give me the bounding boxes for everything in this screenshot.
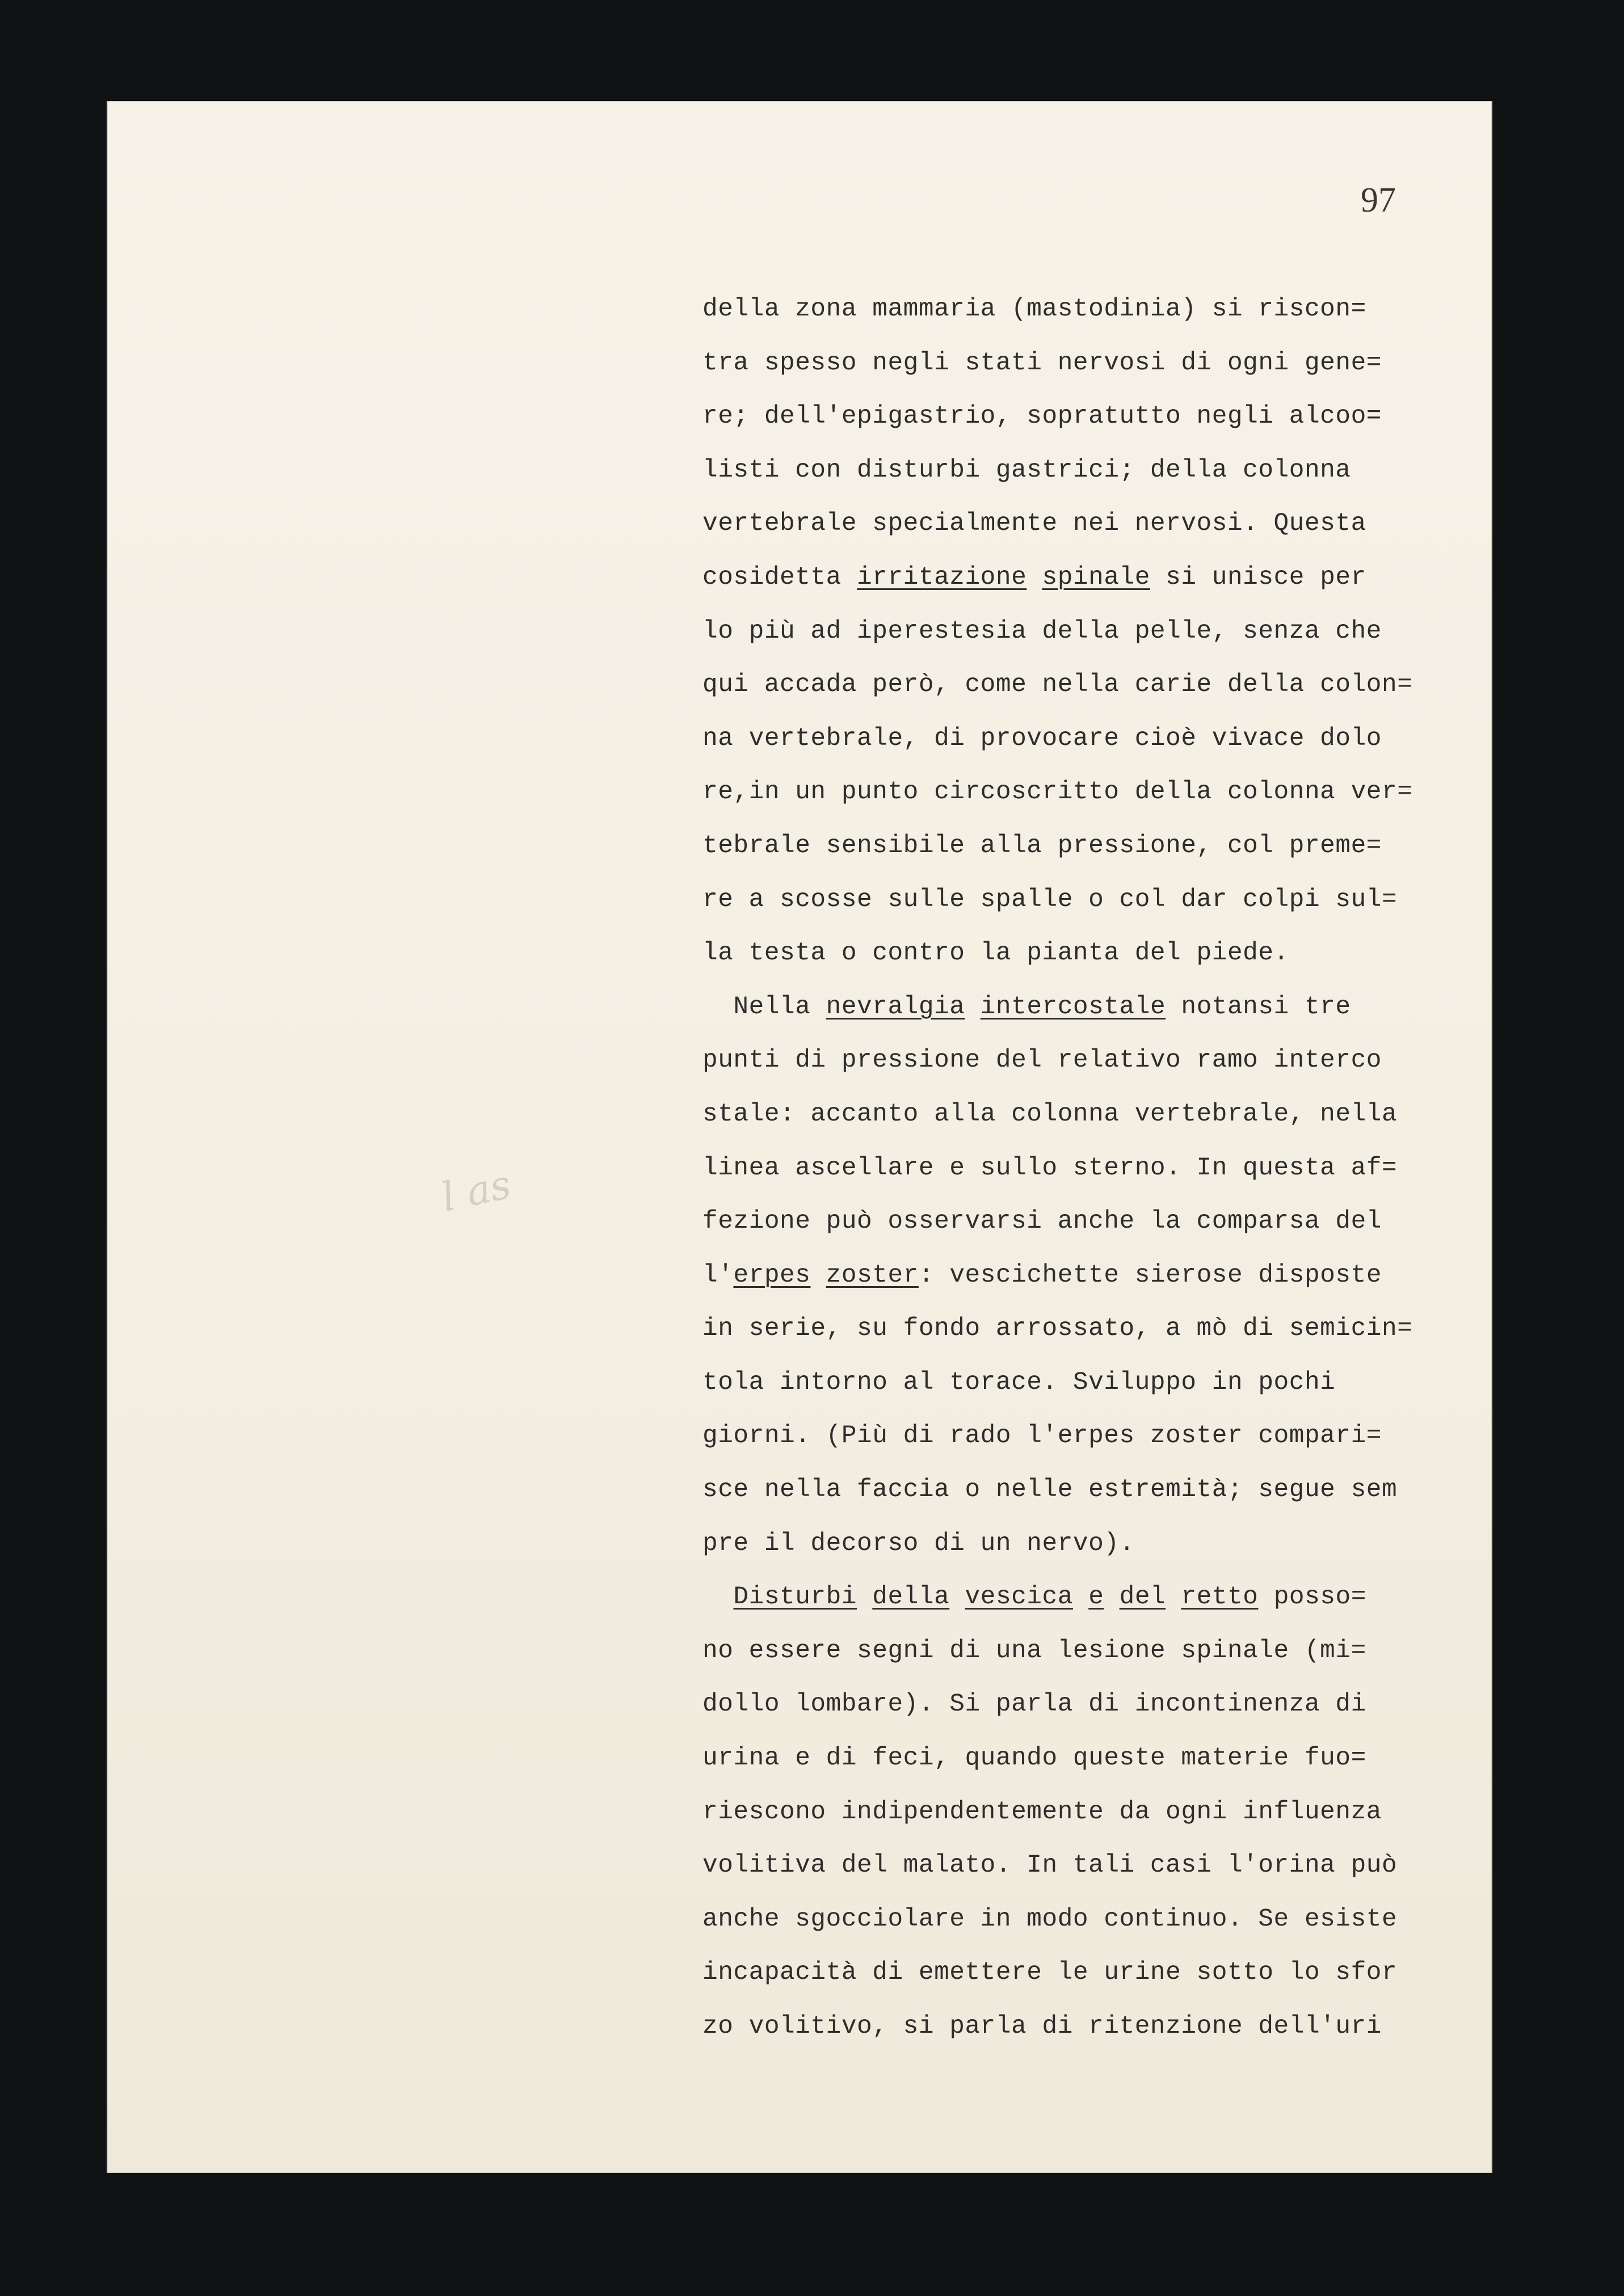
text-run bbox=[702, 1583, 733, 1611]
text-line bbox=[702, 1624, 1491, 1678]
text-run bbox=[1166, 1583, 1181, 1611]
text-run: pre il decorso di un nervo). bbox=[702, 1529, 1135, 1558]
text-run: l' bbox=[702, 1261, 734, 1290]
text-line bbox=[702, 1785, 1491, 1839]
underlined-term: Disturbi bbox=[733, 1583, 857, 1612]
text-run: tra spesso negli stati nervosi di ogni gene= bbox=[702, 348, 1382, 377]
text-line bbox=[702, 1409, 1491, 1463]
text-run: na vertebrale, di provocare cioè vivace dolo bbox=[702, 724, 1382, 753]
underlined-term: del bbox=[1119, 1583, 1166, 1612]
text-run: urina e di feci, quando queste materie fuo= bbox=[702, 1744, 1366, 1773]
text-run bbox=[1026, 563, 1042, 592]
text-run: fezione può osservarsi anche la comparsa del bbox=[702, 1207, 1382, 1236]
text-run: riescono indipendentemente da ogni influenza bbox=[702, 1797, 1382, 1826]
typed-text-body bbox=[702, 283, 1491, 2054]
text-line bbox=[702, 1732, 1491, 1785]
text-line bbox=[702, 1678, 1491, 1732]
text-run: no essere segni di una lesione spinale (mi= bbox=[702, 1636, 1366, 1665]
text-line bbox=[702, 980, 1491, 1034]
text-line bbox=[702, 819, 1491, 873]
text-line bbox=[702, 1839, 1491, 1893]
underlined-term: e bbox=[1088, 1583, 1104, 1612]
text-run: tola intorno al torace. Sviluppo in pochi bbox=[702, 1368, 1336, 1397]
text-line bbox=[702, 1570, 1491, 1624]
underlined-term: intercostale bbox=[980, 992, 1166, 1021]
text-line bbox=[702, 1356, 1491, 1410]
text-run: lo più ad iperestesia della pelle, senza che bbox=[702, 617, 1382, 646]
text-line bbox=[702, 2000, 1491, 2054]
text-run bbox=[1073, 1583, 1088, 1611]
text-run: sce nella faccia o nelle estremità; segue sem bbox=[702, 1476, 1398, 1505]
underlined-term: spinale bbox=[1042, 563, 1150, 592]
text-line bbox=[702, 1249, 1491, 1303]
text-run: vertebrale specialmente nei nervosi. Questa bbox=[702, 509, 1366, 538]
text-line bbox=[702, 1517, 1491, 1571]
text-run bbox=[949, 1583, 965, 1611]
text-run: qui accada però, come nella carie della colon= bbox=[702, 671, 1413, 700]
text-line bbox=[702, 765, 1491, 819]
text-run: incapacità di emettere le urine sotto lo sfor bbox=[702, 1958, 1398, 1987]
text-run: linea ascellare e sullo sterno. In questa af= bbox=[702, 1153, 1398, 1182]
text-run: della zona mammaria (mastodinia) si riscon= bbox=[702, 295, 1366, 323]
text-run: re; dell'epigastrio, sopratutto negli alcoo= bbox=[702, 402, 1382, 431]
text-line bbox=[702, 873, 1491, 927]
text-run: anche sgocciolare in modo continuo. Se esiste bbox=[702, 1905, 1398, 1933]
text-run: si unisce per bbox=[1150, 563, 1366, 592]
text-line bbox=[702, 1034, 1491, 1088]
text-run: giorni. (Più di rado l'erpes zoster compari= bbox=[702, 1422, 1382, 1451]
page-number: 97 bbox=[1361, 181, 1396, 220]
underlined-term: nevralgia bbox=[826, 992, 965, 1021]
text-line bbox=[702, 712, 1491, 766]
underlined-term: della bbox=[872, 1583, 950, 1612]
underlined-term: retto bbox=[1181, 1583, 1259, 1612]
text-run: listi con disturbi gastrici; della colonna bbox=[702, 456, 1351, 485]
text-line bbox=[702, 551, 1491, 605]
text-line bbox=[702, 283, 1491, 336]
underlined-term: zoster bbox=[826, 1261, 919, 1290]
text-run bbox=[1104, 1583, 1119, 1611]
text-run: tebrale sensibile alla pressione, col preme= bbox=[702, 831, 1382, 860]
text-line bbox=[702, 497, 1491, 551]
text-run: dollo lombare). Si parla di incontinenza di bbox=[702, 1690, 1366, 1719]
pencil-margin-note: l as bbox=[437, 1161, 515, 1221]
text-run: notansi tre bbox=[1166, 992, 1351, 1021]
text-line bbox=[702, 1088, 1491, 1141]
text-line bbox=[702, 926, 1491, 980]
text-line bbox=[702, 1893, 1491, 1947]
text-line bbox=[702, 1946, 1491, 2000]
text-line bbox=[702, 1195, 1491, 1249]
text-line bbox=[702, 1463, 1491, 1517]
underlined-term: erpes bbox=[733, 1261, 811, 1290]
text-line bbox=[702, 1141, 1491, 1195]
text-line bbox=[702, 444, 1491, 498]
text-run: cosidetta bbox=[702, 563, 857, 592]
text-run: in serie, su fondo arrossato, a mò di semicin= bbox=[702, 1315, 1413, 1343]
document-page bbox=[107, 101, 1492, 2173]
text-run: posso= bbox=[1258, 1583, 1366, 1612]
text-run: re,in un punto circoscritto della colonna ver= bbox=[702, 778, 1413, 807]
text-run: volitiva del malato. In tali casi l'orina può bbox=[702, 1851, 1398, 1880]
text-run: stale: accanto alla colonna vertebrale, nella bbox=[702, 1099, 1398, 1128]
text-run: : vescichette sierose disposte bbox=[918, 1261, 1382, 1290]
text-run: punti di pressione del relativo ramo interco bbox=[702, 1046, 1382, 1075]
text-line bbox=[702, 390, 1491, 444]
text-line bbox=[702, 1302, 1491, 1356]
text-line bbox=[702, 605, 1491, 659]
text-run: re a scosse sulle spalle o col dar colpi sul= bbox=[702, 885, 1398, 914]
text-line bbox=[702, 658, 1491, 712]
text-run: zo volitivo, si parla di ritenzione dell'uri bbox=[702, 2012, 1382, 2041]
text-run: la testa o contro la pianta del piede. bbox=[702, 939, 1289, 968]
text-run bbox=[857, 1583, 872, 1611]
text-line bbox=[702, 336, 1491, 390]
text-run bbox=[965, 993, 980, 1021]
underlined-term: irritazione bbox=[857, 563, 1027, 592]
underlined-term: vescica bbox=[965, 1583, 1073, 1612]
text-run bbox=[810, 1261, 826, 1290]
text-run: Nella bbox=[702, 992, 826, 1021]
